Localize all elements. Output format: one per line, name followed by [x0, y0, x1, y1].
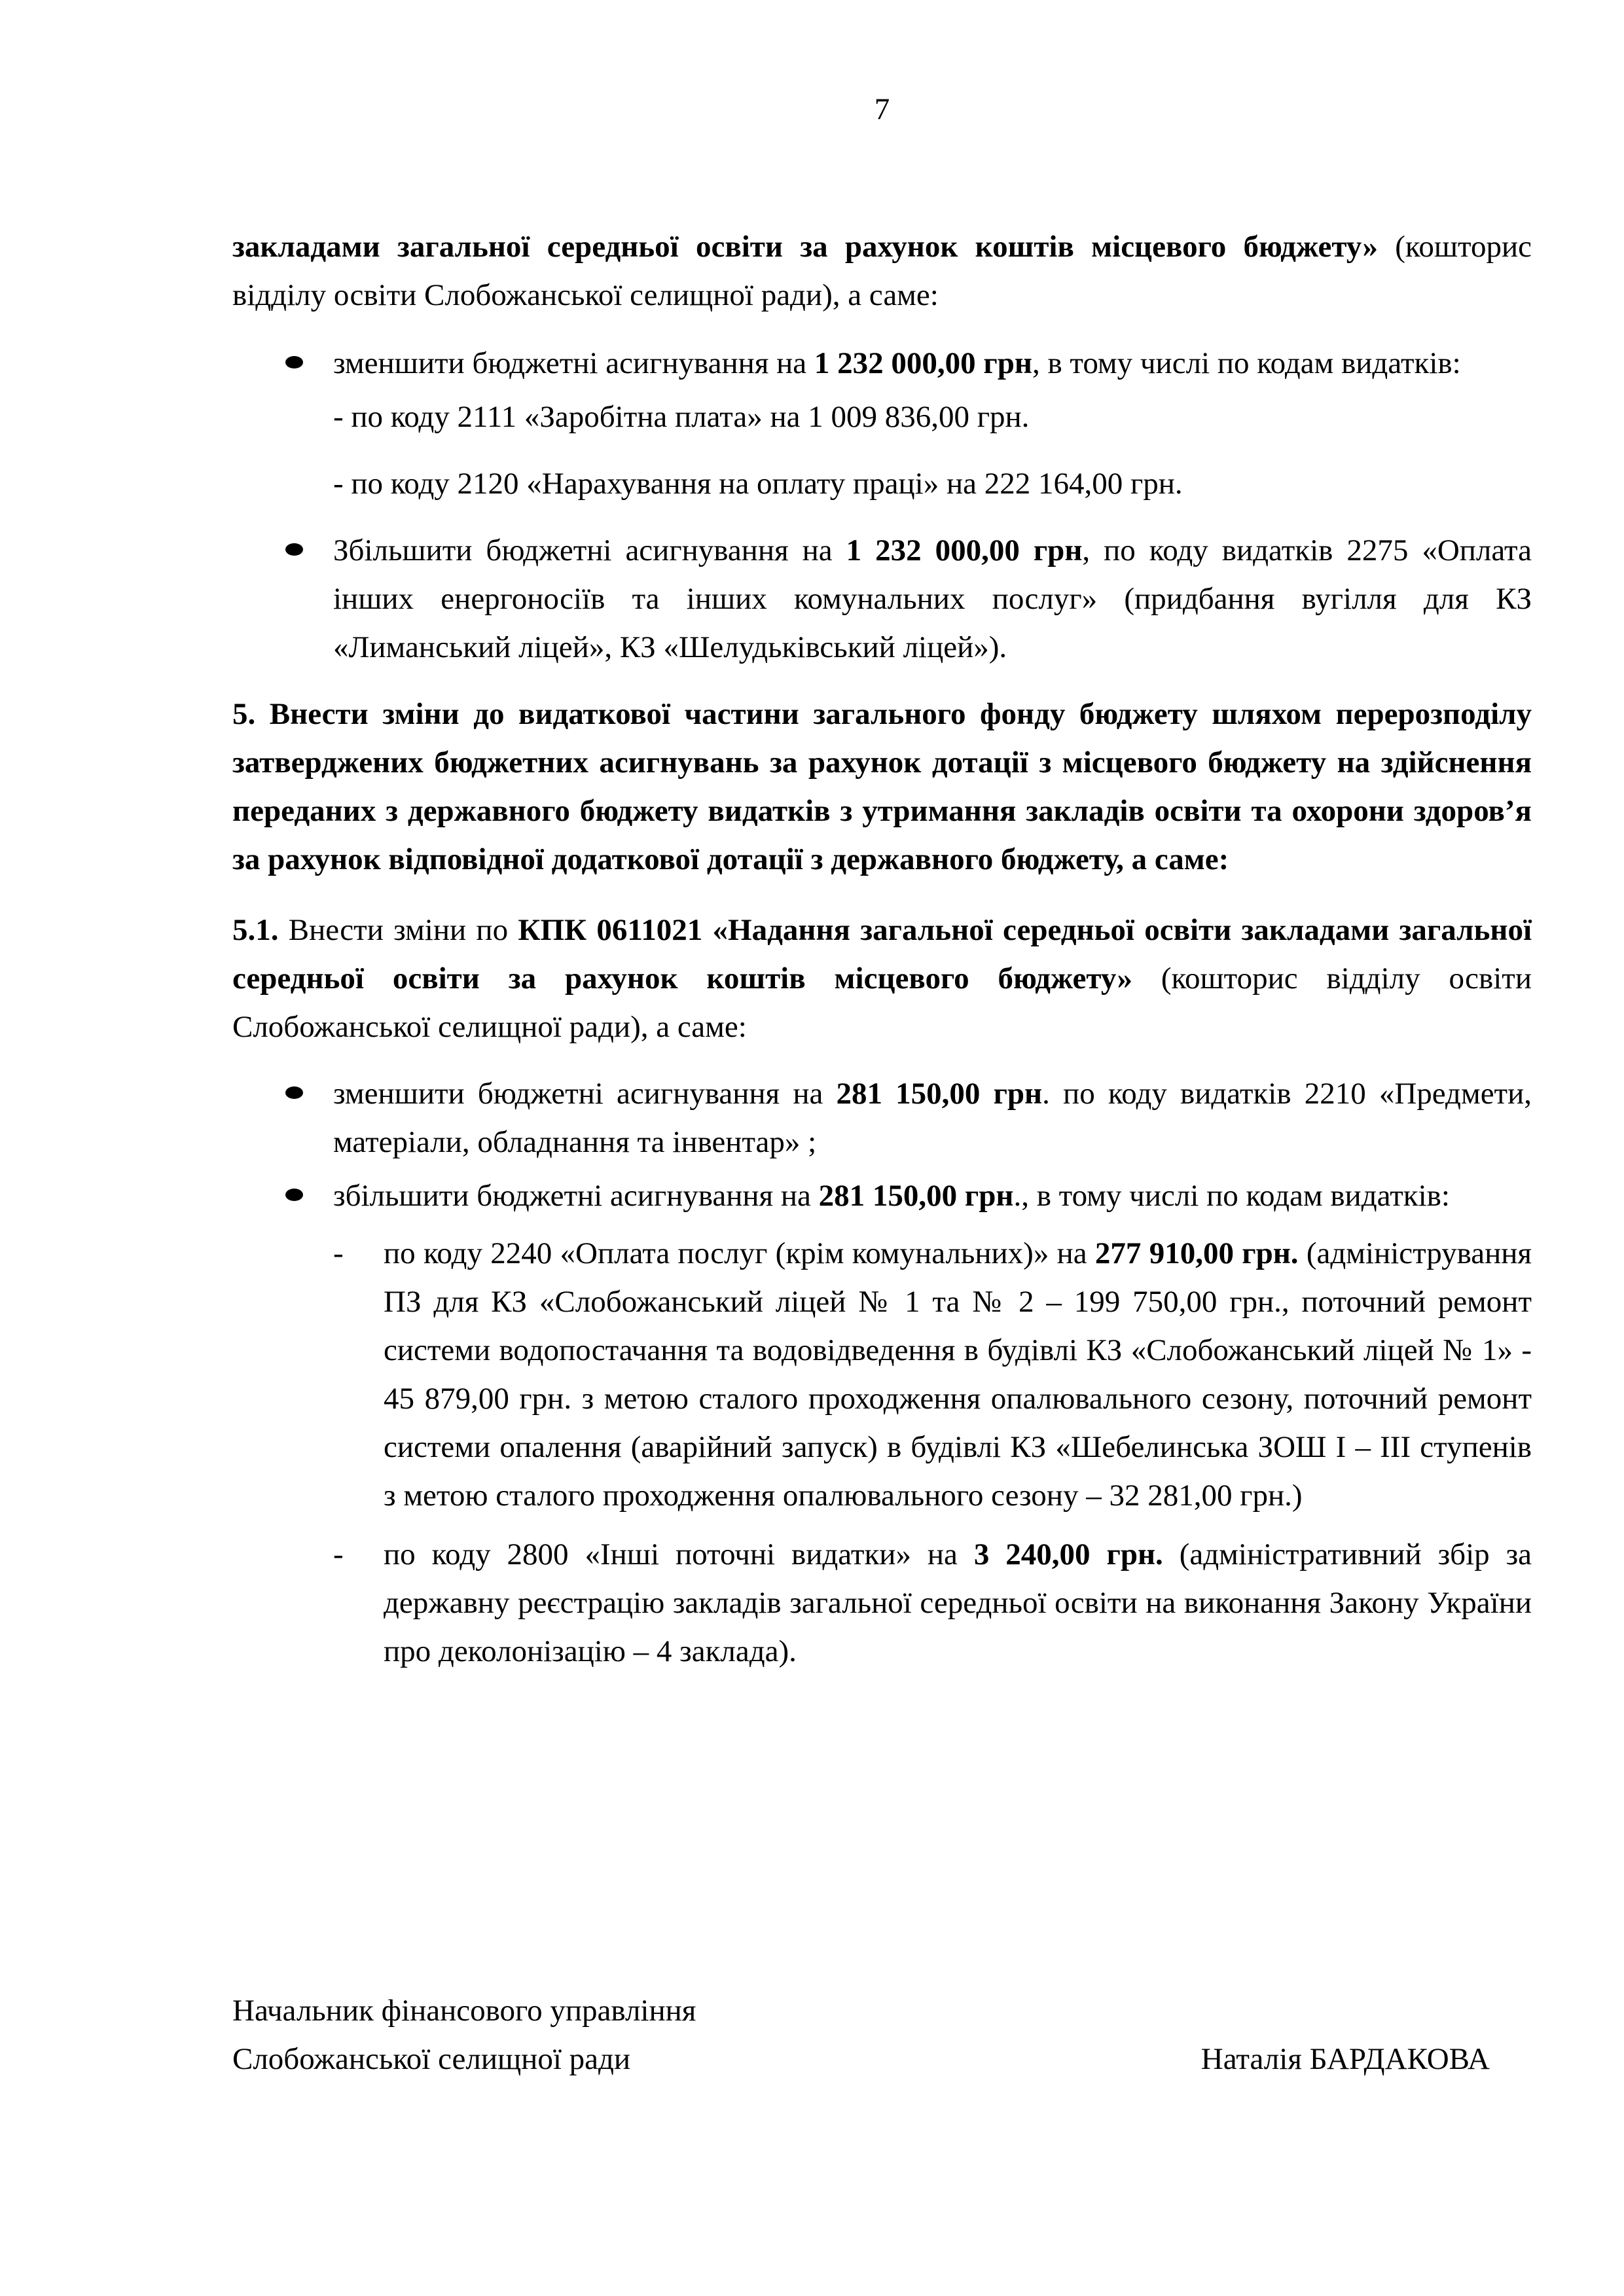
- bullet-item-increase-281150: [232, 1172, 1532, 1676]
- dash-item-body: [384, 1530, 1532, 1676]
- dash-marker-icon: -: [333, 1236, 344, 1270]
- bullet-marker-icon: [285, 339, 333, 508]
- run-amount-281150: 281 150,00 грн: [818, 1179, 1014, 1213]
- dash-item-code-2240: [333, 1229, 1532, 1520]
- bullet-marker-icon: [285, 1172, 333, 1676]
- paragraph-kpk-intro: [232, 223, 1532, 319]
- run-amount-277910: 277 910,00 грн.: [1094, 1236, 1299, 1270]
- dash-marker-icon: -: [333, 1537, 344, 1571]
- run-code-2240-pre: по коду 2240 «Оплата послуг (крім комунальних)» на: [384, 1236, 1095, 1270]
- run-amount-3240: 3 240,00 грн.: [973, 1537, 1163, 1571]
- document-content: [232, 0, 1532, 1676]
- bullet-text: [333, 1069, 1532, 1166]
- signatory-name: Наталія БАРДАКОВА: [1200, 2042, 1490, 2076]
- sub-item-code-2120: - по коду 2120 «Нарахування на оплату праці» на 222 164,00 грн.: [333, 467, 1183, 501]
- bullet-item-increase-1232000: [232, 526, 1532, 672]
- run-code-2240-post: (адміністрування ПЗ для КЗ «Слобожанський ліцей № 1 та № 2 – 199 750,00 грн., поточний ремонт системи водопостачання та водовідведення в будівлі КЗ «Слобожанський ліцей № 1» - 45 879,00 грн. з метою сталого проходження опалювального сезону, поточний ремонт системи опалення (аварійний запуск) в будівлі КЗ «Шебелинська ЗОШ І – ІІІ ступенів з метою сталого проходження опалювального сезону – 32 281,00 грн.): [384, 1236, 1532, 1513]
- page-number: 7: [874, 92, 890, 126]
- signature-block: [232, 1986, 1532, 2083]
- run-amount-281150: 281 150,00 грн: [836, 1077, 1043, 1111]
- run-amount-1232000: 1 232 000,00 грн: [846, 533, 1083, 567]
- run-kpk-title-bold: закладами загальної середньої освіти за рахунок коштів місцевого бюджету»: [232, 230, 1378, 264]
- run-increase-post: , по коду видатків 2275 «Оплата інших енергоносіїв та інших комунальних послуг» (придбання вугілля для КЗ «Лиманський ліцей», КЗ «Шелудьківський ліцей»).: [333, 533, 1532, 664]
- run-intro-regular: (кошторис відділу освіти Слобожанської селищної ради), а саме:: [232, 230, 1532, 312]
- paragraph-section-5: 5. Внести зміни до видаткової частини загального фонду бюджету шляхом перерозподілу затверджених бюджетних асигнувань за рахунок дотації з місцевого бюджету на здійснення переданих з державного бюджету видатків з утримання закладів освіти та охорони здоров’я за рахунок відповідної додаткової дотації з державного бюджету, а саме:: [232, 697, 1532, 876]
- run-decrease-pre: зменшити бюджетні асигнування на: [333, 346, 814, 380]
- run-code-2800-post: (адміністративний збір за державну реєстрацію закладів загальної середньої освіти на виконання Закону України про деколонізацію – 4 заклада).: [384, 1537, 1532, 1668]
- run-code-2800-pre: по коду 2800 «Інші поточні видатки» на: [384, 1537, 974, 1571]
- run-section-tail: (кошторис відділу освіти Слобожанської селищної ради), а саме:: [232, 961, 1532, 1044]
- bullet-item-body: [333, 339, 1532, 508]
- bullet-text: [333, 339, 1532, 387]
- bullet-text: [333, 526, 1532, 672]
- run-amount-1232000: 1 232 000,00 грн: [814, 346, 1032, 380]
- bullet-item-body: [333, 526, 1532, 672]
- paragraph-section-5-1: [232, 906, 1532, 1051]
- run-increase-pre: збільшити бюджетні асигнування на: [333, 1179, 819, 1213]
- bullet-marker-icon: [285, 526, 333, 672]
- bullet-item-body: [333, 1172, 1532, 1676]
- run-section-lead: Внести зміни по: [278, 913, 518, 947]
- run-increase-pre: Збільшити бюджетні асигнування на: [333, 533, 846, 567]
- sub-item-code-2111: - по коду 2111 «Заробітна плата» на 1 009 836,00 грн.: [333, 400, 1030, 434]
- bullet-item-body: [333, 1069, 1532, 1166]
- bullet-item-decrease-1232000: [232, 339, 1532, 508]
- signatory-position-line1: Начальник фінансового управління: [232, 1994, 696, 2028]
- run-decrease-post: . по коду видатків 2210 «Предмети, матеріали, обладнання та інвентар» ;: [333, 1077, 1532, 1159]
- run-section-number: 5.1.: [232, 913, 279, 947]
- bullet-item-decrease-281150: [232, 1069, 1532, 1166]
- dash-item-body: [384, 1229, 1532, 1520]
- run-decrease-post: , в тому числі по кодам видатків:: [1032, 346, 1461, 380]
- run-kpk-code-bold: КПК 0611021 «Надання загальної середньої освіти закладами загальної середньої освіти за рахунок коштів місцевого бюджету»: [232, 913, 1532, 996]
- run-increase-post: ., в тому числі по кодам видатків:: [1013, 1179, 1450, 1213]
- dash-item-code-2800: [333, 1530, 1532, 1676]
- run-decrease-pre: зменшити бюджетні асигнування на: [333, 1077, 837, 1111]
- signatory-position-line2: Слобожанської селищної ради: [232, 2042, 631, 2076]
- bullet-marker-icon: [285, 1069, 333, 1166]
- bullet-text: [333, 1172, 1532, 1220]
- signatory-position: [232, 1986, 696, 2083]
